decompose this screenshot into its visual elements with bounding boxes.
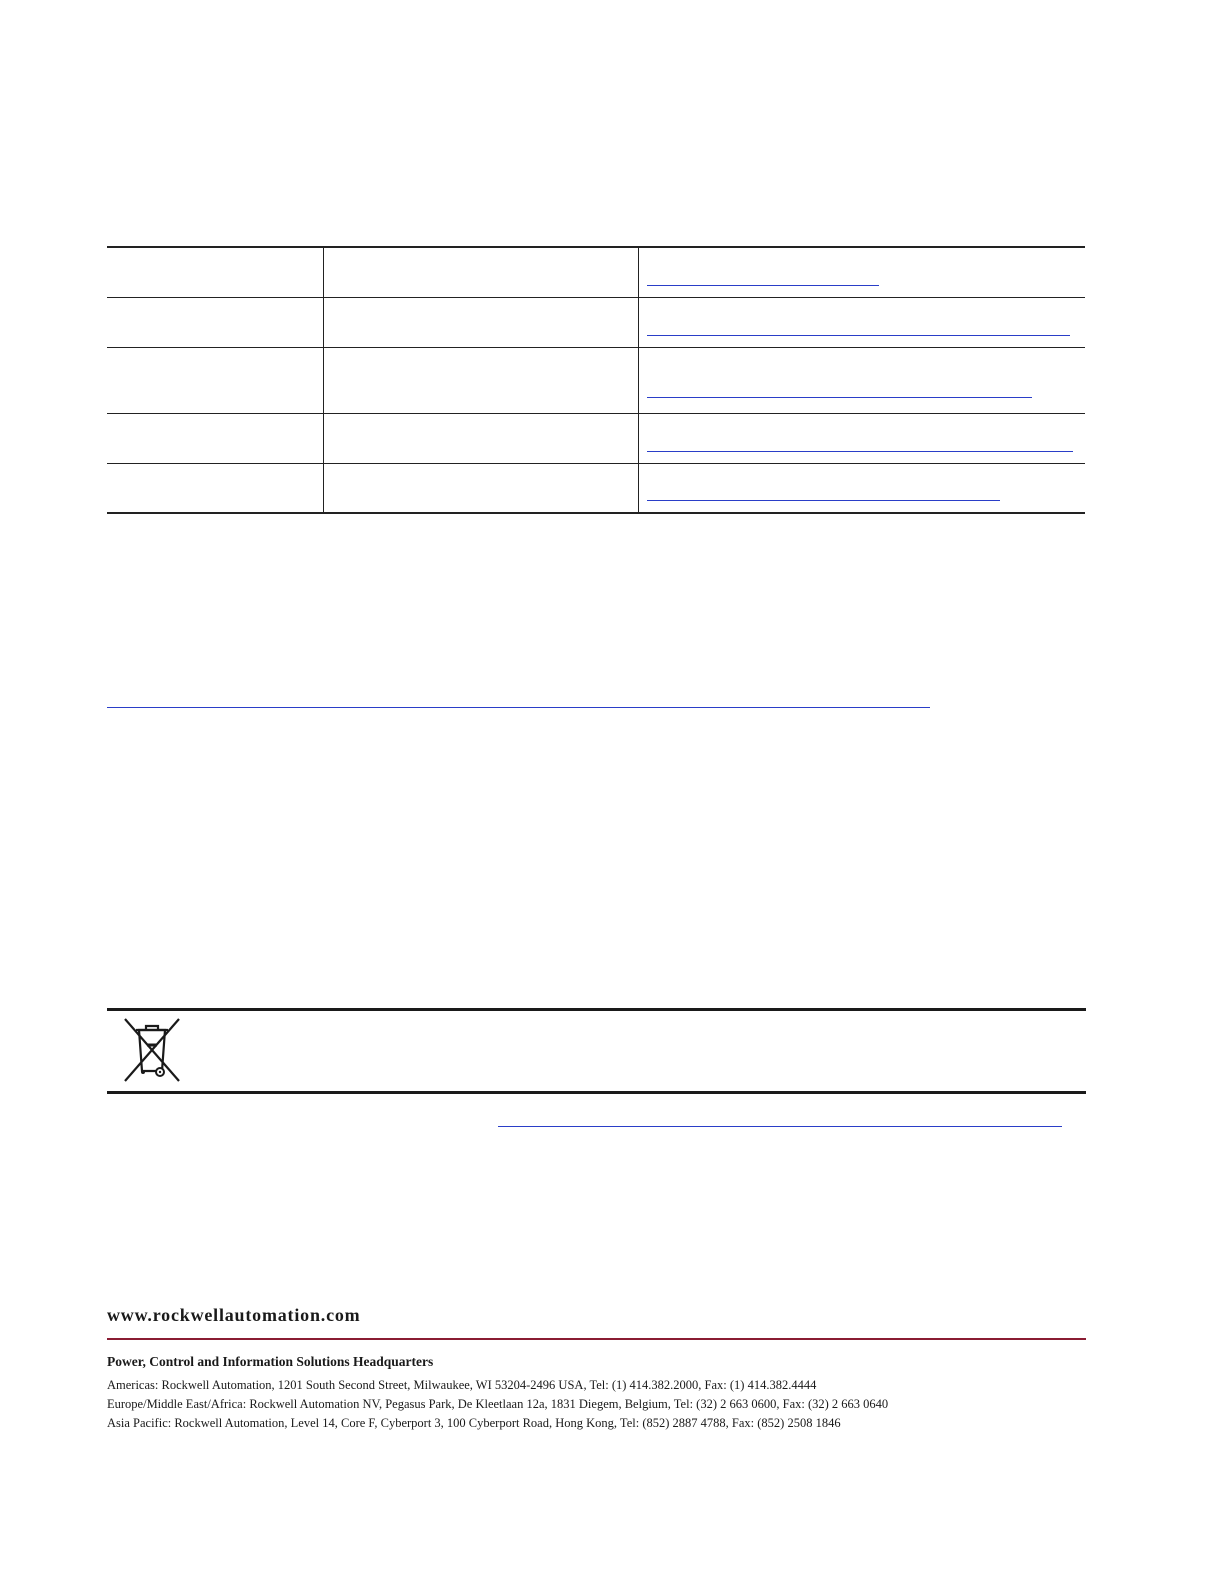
address-asia-pacific: Asia Pacific: Rockwell Automation, Level 14, Core F, Cyberport 3, 100 Cyberport Road, Hong Kong, Tel: (852) 2887 4788, Fax: (852) 2508 1846 [107,1416,841,1430]
resource-link[interactable] [647,500,1000,501]
table-cell [323,247,638,297]
table-cell [638,463,1085,513]
table-cell [107,297,323,347]
resource-link[interactable] [647,335,1070,336]
website-url[interactable]: www.rockwellautomation.com [107,1305,361,1325]
table-cell [107,247,323,297]
support-resources-table [107,246,1085,514]
table-row [107,413,1085,463]
headquarters-title: Power, Control and Information Solutions Headquarters [107,1354,434,1369]
table-cell [323,297,638,347]
table-cell [638,247,1085,297]
crossed-out-wheelie-bin-icon [121,1017,183,1083]
table-cell [107,463,323,513]
environmental-compliance-link[interactable] [498,1126,1062,1127]
table-cell [638,297,1085,347]
resource-link[interactable] [647,285,879,286]
resource-link[interactable] [647,451,1073,452]
table-cell [638,413,1085,463]
resource-link[interactable] [647,397,1032,398]
table-cell [107,413,323,463]
documentation-feedback-link[interactable] [107,707,930,708]
address-americas: Americas: Rockwell Automation, 1201 South Second Street, Milwaukee, WI 53204-2496 USA, Tel: (1) 414.382.2000, Fax: (1) 414.382.4444 [107,1378,817,1392]
footer-divider [107,1338,1086,1340]
table-cell [323,347,638,413]
table-row [107,347,1085,413]
table-cell [638,347,1085,413]
table-row [107,463,1085,513]
address-emea: Europe/Middle East/Africa: Rockwell Automation NV, Pegasus Park, De Kleetlaan 12a, 1831 Diegem, Belgium, Tel: (32) 2 663 0600, Fax: (32) 2 663 0640 [107,1397,889,1411]
weee-notice-box [107,1008,1086,1094]
table-row [107,297,1085,347]
table-cell [323,413,638,463]
table-cell [107,347,323,413]
table-row [107,247,1085,297]
table-cell [323,463,638,513]
